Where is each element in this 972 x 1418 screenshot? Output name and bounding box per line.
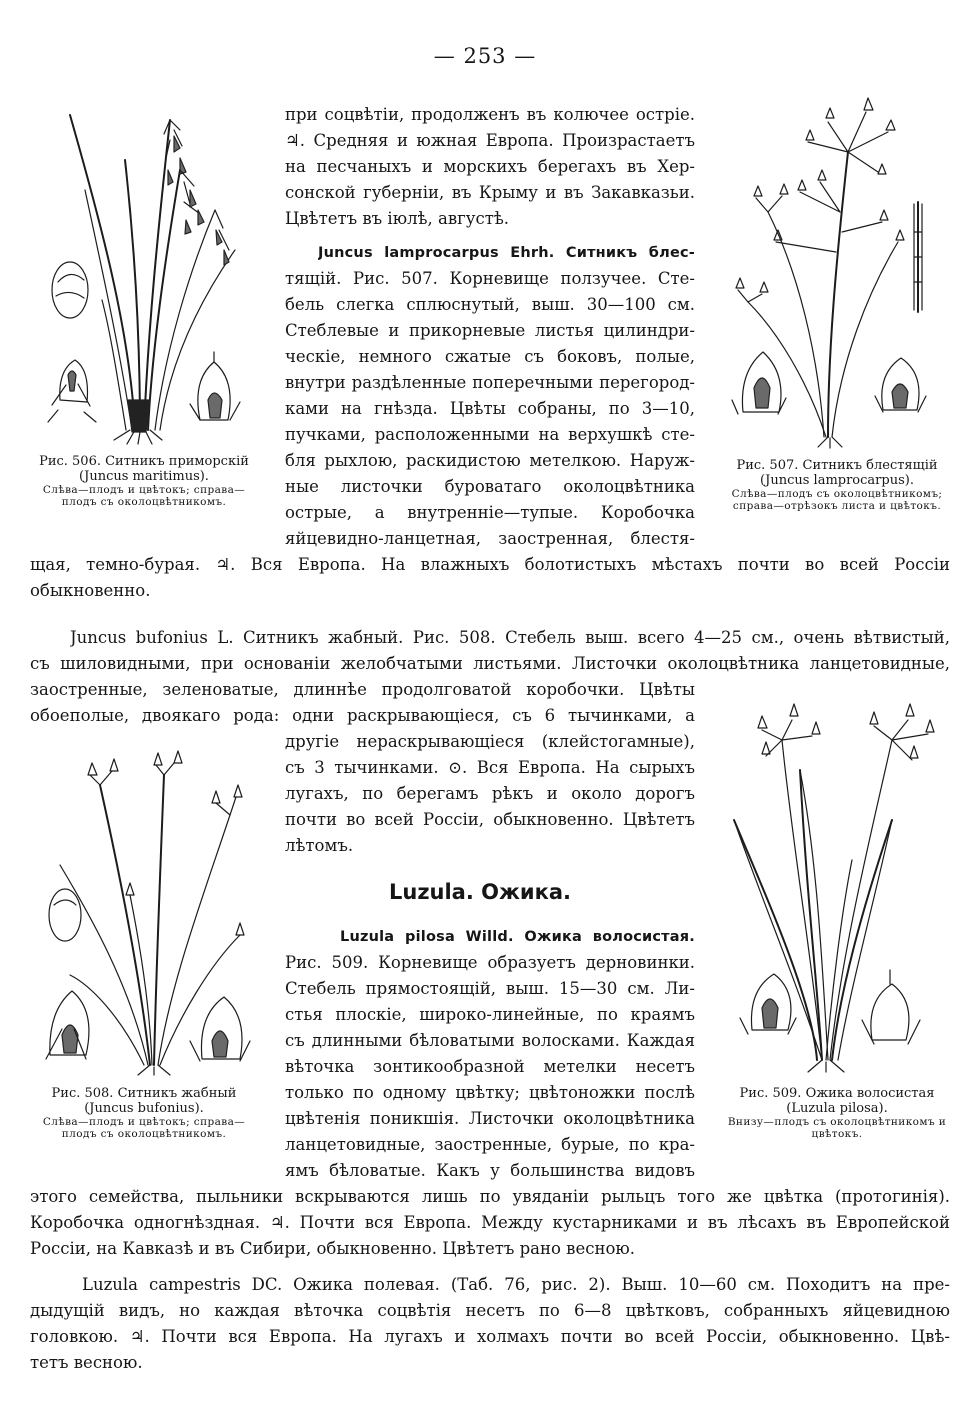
text-line: при соцвѣтіи, продолженъ въ колючее остріе. [285,105,695,124]
caption-508-title: Рис. 508. Ситникъ жабный [51,1086,237,1101]
text-line: Коробочка одногнѣздная. ♃. Почти вся Европа. Между кустарниками и въ лѣсахъ въ Европейской [30,1213,950,1232]
caption-fig-508 [20,1086,268,1140]
text-line: цвѣтенія поникшія. Листочки околоцвѣтника [285,1109,695,1128]
caption-508-note1: Слѣва—плодъ и цвѣтокъ; справа— [42,1116,246,1128]
text-line: Россіи, на Кавказѣ и въ Сибири, обыкновенно. Цвѣтетъ рано весною. [30,1239,635,1258]
figure-509-luzula-pilosa [722,710,960,1075]
text-line: на песчаныхъ и морскихъ берегахъ въ Хер- [285,157,695,176]
caption-fig-509 [708,1086,966,1140]
text-line: сонской губерніи, въ Крыму и въ Закавказьи. [285,183,695,202]
text-line: острые, а внутренніе—тупые. Коробочка [285,503,695,522]
page-number: — 253 — [433,44,537,68]
figure-508-juncus-bufonius [40,755,265,1075]
text-line: яйцевидно-ланцетная, заостренная, блестя- [285,529,695,548]
text-line: Цвѣтетъ въ іюлѣ, августѣ. [285,209,510,228]
text-line: ные листочки буроватаго околоцвѣтника [285,477,695,496]
caption-508-latin: (Juncus bufonius). [84,1101,204,1116]
text-line: вѣточка зонтикообразной метелки несетъ [285,1057,695,1076]
caption-fig-506 [20,454,268,508]
text-line: ческіе, немного сжатые съ боковъ, полые, [285,347,695,366]
text-line: Стебель прямостоящій, выш. 15—30 см. Ли- [285,979,695,998]
caption-507-note2: справа—отрѣзокъ листа и цвѣтокъ. [732,500,942,512]
species-paragraph-luzula-campestris: Luzula campestris DC. Ожика полевая. (Таб. 76, рис. 2). Выш. 10—60 см. Походитъ на пре- [82,1275,950,1294]
caption-507-latin: (Juncus lamprocarpus). [760,473,914,488]
text-line: тетъ весною. [30,1353,143,1372]
text-line: обыкновенно. [30,581,151,600]
caption-506-title: Рис. 506. Ситникъ приморскій [39,454,249,469]
caption-507-title: Рис. 507. Ситникъ блестящій [736,458,938,473]
text-line: лугахъ, по берегамъ рѣкъ и около дорогъ [285,784,695,803]
text-line: ямъ бѣловатые. Какъ у большинства видовъ [285,1161,695,1180]
text-line: заостренные, зеленоватые, длиннѣе продолговатой коробочки. Цвѣты [30,680,695,699]
species-heading-juncus-lamprocarpus: Juncus lamprocarpus Ehrh. Ситникъ блес- [318,245,695,261]
text-line: другіе нераскрывающіеся (клейстогамные), [285,732,695,751]
caption-509-note2: цвѣтокъ. [811,1128,863,1140]
caption-506-latin: (Juncus maritimus). [79,469,209,484]
caption-fig-507 [708,458,966,512]
species-paragraph-juncus-bufonius: Juncus bufonius L. Ситникъ жабный. Рис. 508. Стебель выш. всего 4—25 см., очень вѣтвистый, [70,628,950,647]
text-line: съ 3 тычинками. ⊙. Вся Европа. На сырыхъ [285,758,695,777]
caption-509-latin: (Luzula pilosa). [786,1101,888,1116]
text-line: дыдущій видъ, но каждая вѣточка соцвѣтія несетъ по 6—8 цвѣтковъ, собранныхъ яйцевидною [30,1301,950,1320]
caption-506-note2: плодъ съ околоцвѣтникомъ. [61,496,227,508]
text-line: бля рыхлою, раскидистою метелкою. Наруж- [285,451,695,470]
text-line: Стеблевые и прикорневые листья цилиндри- [285,321,695,340]
caption-507-note1: Слѣва—плодъ съ околоцвѣтникомъ; [731,488,943,500]
text-line: внутри раздѣленные поперечными перегород- [285,373,695,392]
text-line: ками на гнѣзда. Цвѣты собраны, по 3—10, [285,399,695,418]
text-line: тящій. Рис. 507. Корневище ползучее. Сте- [285,269,695,288]
caption-508-note2: плодъ съ околоцвѣтникомъ. [61,1128,227,1140]
text-line: Рис. 509. Корневище образуетъ дерновинки. [285,953,695,972]
text-line: только по одному цвѣтку; цвѣтоножки послѣ [285,1083,695,1102]
section-title-luzula: Luzula. Ожика. [388,880,572,904]
text-line: бель слегка сплюснутый, выш. 30—100 см. [285,295,695,314]
text-line: почти во всей Россіи, обыкновенно. Цвѣтетъ [285,810,695,829]
text-line: пучками, расположенными на верхушкѣ сте- [285,425,695,444]
text-line: щая, темно-бурая. ♃. Вся Европа. На влажныхъ болотистыхъ мѣстахъ почти во всей Россіи [30,555,950,574]
text-line: ♃. Средняя и южная Европа. Произрастаетъ [285,131,695,150]
figure-506-juncus-maritimus [40,100,260,445]
text-line: обоеполые, двоякаго рода: одни раскрывающіеся, съ 6 тычинками, а [30,706,695,725]
text-line: этого семейства, пыльники вскрываются лишь по увяданіи рыльцъ того же цвѣтка (протогинія). [30,1187,950,1206]
caption-506-note1: Слѣва—плодъ и цвѣтокъ; справа— [42,484,246,496]
text-line: головкою. ♃. Почти вся Европа. На лугахъ и холмахъ почти во всей Россіи, обыкновенно. Цвѣ- [30,1327,950,1346]
text-line: стья плоскіе, широко-линейные, по краямъ [285,1005,695,1024]
text-line: съ длинными бѣловатыми волосками. Каждая [285,1031,695,1050]
text-line: съ шиловидными, при основаніи желобчатыми листьями. Листочки околоцвѣтника ланцетовидные, [30,654,950,673]
figure-507-juncus-lamprocarpus [728,92,958,447]
caption-509-note1: Внизу—плодъ съ околоцвѣтникомъ и [727,1116,947,1128]
caption-509-title: Рис. 509. Ожика волосистая [739,1086,935,1101]
species-heading-luzula-pilosa: Luzula pilosa Willd. Ожика волосистая. [340,929,695,945]
text-line: лѣтомъ. [285,836,354,855]
text-line: ланцетовидные, заостренные, бурые, по кра- [285,1135,695,1154]
